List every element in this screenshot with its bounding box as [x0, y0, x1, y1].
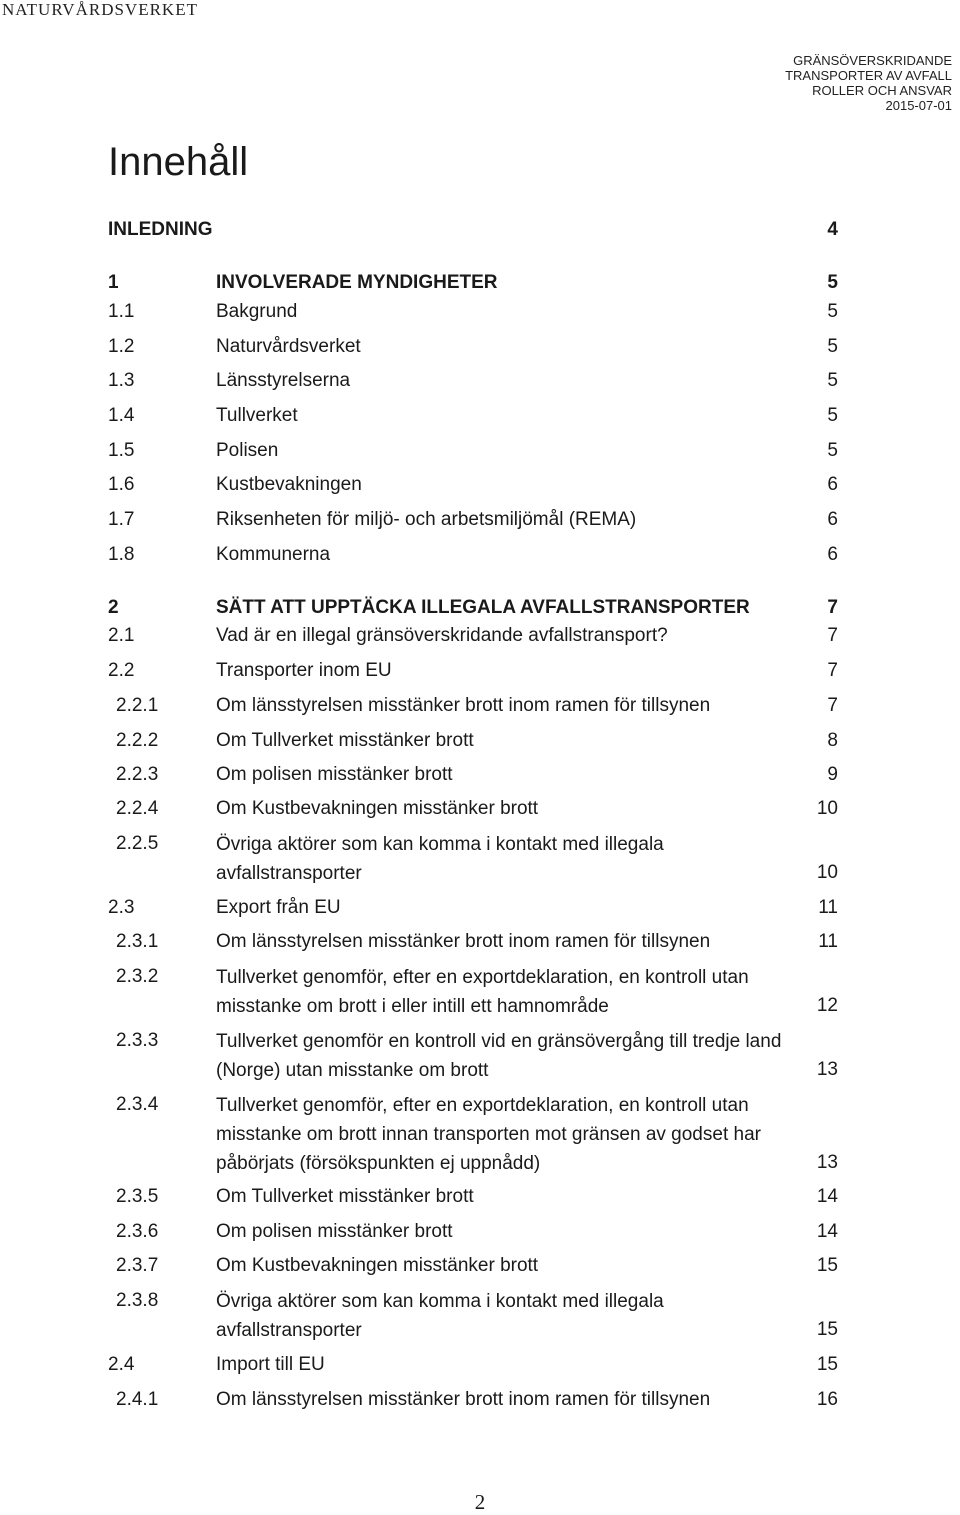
toc-text: Transporter inom EU	[216, 660, 392, 681]
toc-entry[interactable]	[0, 797, 960, 821]
toc-entry[interactable]	[0, 300, 960, 324]
toc-text: Import till EU	[216, 1354, 325, 1375]
toc-entry[interactable]	[0, 965, 960, 1017]
toc-page: 10	[816, 798, 838, 819]
toc-text: SÄTT ATT UPPTÄCKA ILLEGALA AVFALLSTRANSPORTER	[216, 597, 750, 618]
toc-entry[interactable]	[0, 335, 960, 359]
toc-entry[interactable]	[0, 271, 960, 295]
toc-text: Om Kustbevakningen misstänker brott	[216, 798, 539, 819]
toc-page: 12	[816, 995, 838, 1016]
toc-text: Om Tullverket misstänker brott	[216, 1186, 474, 1207]
toc-text: Om länsstyrelsen misstänker brott inom ramen för tillsynen	[216, 695, 711, 716]
toc-entry[interactable]	[0, 369, 960, 393]
toc-number: 2.2.2	[116, 730, 159, 751]
toc-number: 1.5	[108, 440, 135, 461]
toc-number: 2.3.7	[116, 1255, 159, 1276]
toc-entry[interactable]	[0, 1220, 960, 1244]
toc-number: 1.2	[108, 336, 135, 357]
toc-number: 2.2.4	[116, 798, 159, 819]
toc-page: 15	[816, 1319, 838, 1340]
toc-page: 13	[816, 1152, 838, 1173]
toc-number: 2.3.5	[116, 1186, 159, 1207]
page-title: Innehåll	[108, 140, 249, 184]
toc-page: 7	[827, 625, 838, 646]
toc-entry[interactable]	[0, 439, 960, 463]
toc-number: 2.1	[108, 625, 135, 646]
toc-entry[interactable]	[0, 404, 960, 428]
toc-entry[interactable]	[0, 1254, 960, 1278]
meta-line: ROLLER OCH ANSVAR	[812, 83, 952, 98]
document-meta	[785, 53, 952, 113]
toc-number: 2.3.2	[116, 966, 159, 987]
toc-page: 7	[827, 695, 838, 716]
toc-page: 5	[827, 336, 838, 357]
meta-date: 2015-07-01	[885, 98, 952, 113]
toc-page: 5	[827, 370, 838, 391]
toc-number: 1.3	[108, 370, 135, 391]
toc-entry[interactable]	[0, 218, 960, 242]
toc-entry[interactable]	[0, 659, 960, 683]
organization-name: NATURVÅRDSVERKET	[2, 0, 198, 19]
toc-page: 5	[827, 440, 838, 461]
toc-entry[interactable]	[0, 1185, 960, 1209]
toc-number: 1.4	[108, 405, 135, 426]
toc-number: 1.8	[108, 544, 135, 565]
toc-number: 2.3	[108, 897, 135, 918]
toc-number: 2.4	[108, 1354, 135, 1375]
toc-entry[interactable]	[0, 832, 960, 884]
toc-number: 2.2	[108, 660, 135, 681]
toc-page: 14	[816, 1186, 838, 1207]
toc-page: 8	[827, 730, 838, 751]
toc-number: 1.1	[108, 301, 135, 322]
toc-text: Riksenheten för miljö- och arbetsmiljömål (REMA)	[216, 509, 637, 530]
toc-number: INLEDNING	[108, 219, 213, 240]
toc-page: 9	[827, 764, 838, 785]
toc-text: Om polisen misstänker brott	[216, 1221, 453, 1242]
toc-page: 6	[827, 509, 838, 530]
toc-page: 7	[827, 597, 838, 618]
toc-page: 15	[816, 1255, 838, 1276]
toc-text: Om Tullverket misstänker brott	[216, 730, 474, 751]
toc-number: 2.3.1	[116, 931, 159, 952]
toc-text: Export från EU	[216, 897, 341, 918]
toc-page: 6	[827, 474, 838, 495]
toc-text: Tullverket genomför, efter en exportdeklaration, en kontroll utan misstanke om brott i eller intill ett hamnområde	[216, 967, 749, 1017]
toc-page: 6	[827, 544, 838, 565]
toc-number: 2.2.3	[116, 764, 159, 785]
toc-text: Tullverket genomför, efter en exportdeklaration, en kontroll utan misstanke om brott innan transporten mot gränsen av godset har påbörjats (försökspunkten ej uppnådd)	[216, 1095, 761, 1174]
toc-entry[interactable]	[0, 763, 960, 787]
toc-entry[interactable]	[0, 694, 960, 718]
toc-text: Bakgrund	[216, 301, 298, 322]
toc-text: Övriga aktörer som kan komma i kontakt med illegala avfallstransporter	[216, 834, 664, 884]
toc-page: 5	[827, 405, 838, 426]
toc-page: 11	[818, 931, 838, 952]
toc-page: 7	[827, 660, 838, 681]
toc-text: Om Kustbevakningen misstänker brott	[216, 1255, 539, 1276]
toc-text: Övriga aktörer som kan komma i kontakt med illegala avfallstransporter	[216, 1291, 664, 1341]
toc-number: 1.6	[108, 474, 135, 495]
toc-entry[interactable]	[0, 729, 960, 753]
toc-entry[interactable]	[0, 1289, 960, 1341]
toc-number: 2	[108, 597, 119, 618]
toc-page: 11	[818, 897, 838, 918]
toc-page: 4	[827, 219, 838, 240]
toc-entry[interactable]	[0, 930, 960, 954]
toc-page: 5	[827, 301, 838, 322]
toc-text: Om länsstyrelsen misstänker brott inom ramen för tillsynen	[216, 1389, 711, 1410]
page-number: 2	[474, 1490, 486, 1514]
toc-entry[interactable]	[0, 508, 960, 532]
meta-line: GRÄNSÖVERSKRIDANDE	[793, 53, 952, 68]
toc-text: Kommunerna	[216, 544, 331, 565]
toc-number: 2.3.4	[116, 1094, 159, 1115]
toc-entry[interactable]	[0, 596, 960, 620]
toc-text: Länsstyrelserna	[216, 370, 351, 391]
toc-entry[interactable]	[0, 473, 960, 497]
toc-page: 16	[816, 1389, 838, 1410]
toc-entry[interactable]	[0, 1029, 960, 1081]
toc-number: 2.3.6	[116, 1221, 159, 1242]
toc-text: INVOLVERADE MYNDIGHETER	[216, 272, 498, 293]
toc-page: 13	[816, 1059, 838, 1080]
toc-page: 14	[816, 1221, 838, 1242]
toc-number: 2.4.1	[116, 1389, 159, 1410]
toc-page: 5	[827, 272, 838, 293]
toc-entry[interactable]	[0, 1093, 960, 1174]
toc-text: Naturvårdsverket	[216, 336, 361, 357]
toc-text: Polisen	[216, 440, 279, 461]
toc-number: 2.3.3	[116, 1030, 159, 1051]
toc-number: 2.2.5	[116, 833, 159, 854]
toc-number: 2.3.8	[116, 1290, 159, 1311]
toc-text: Tullverket	[216, 405, 298, 426]
toc-page: 10	[816, 862, 838, 883]
toc-entry[interactable]	[0, 896, 960, 920]
toc-entry[interactable]	[0, 1353, 960, 1377]
toc-number: 2.2.1	[116, 695, 159, 716]
toc-entry[interactable]	[0, 624, 960, 648]
toc-text: Om länsstyrelsen misstänker brott inom ramen för tillsynen	[216, 931, 711, 952]
toc-number: 1	[108, 272, 119, 293]
toc-number: 1.7	[108, 509, 135, 530]
toc-entry[interactable]	[0, 1388, 960, 1412]
toc-text: Kustbevakningen	[216, 474, 362, 495]
toc-text: Vad är en illegal gränsöverskridande avfallstransport?	[216, 625, 668, 646]
meta-line: TRANSPORTER AV AVFALL	[785, 68, 952, 83]
toc-entry[interactable]	[0, 543, 960, 567]
toc-page: 15	[816, 1354, 838, 1375]
toc-text: Tullverket genomför en kontroll vid en gränsövergång till tredje land (Norge) utan misstanke om brott	[216, 1031, 782, 1081]
toc-text: Om polisen misstänker brott	[216, 764, 453, 785]
